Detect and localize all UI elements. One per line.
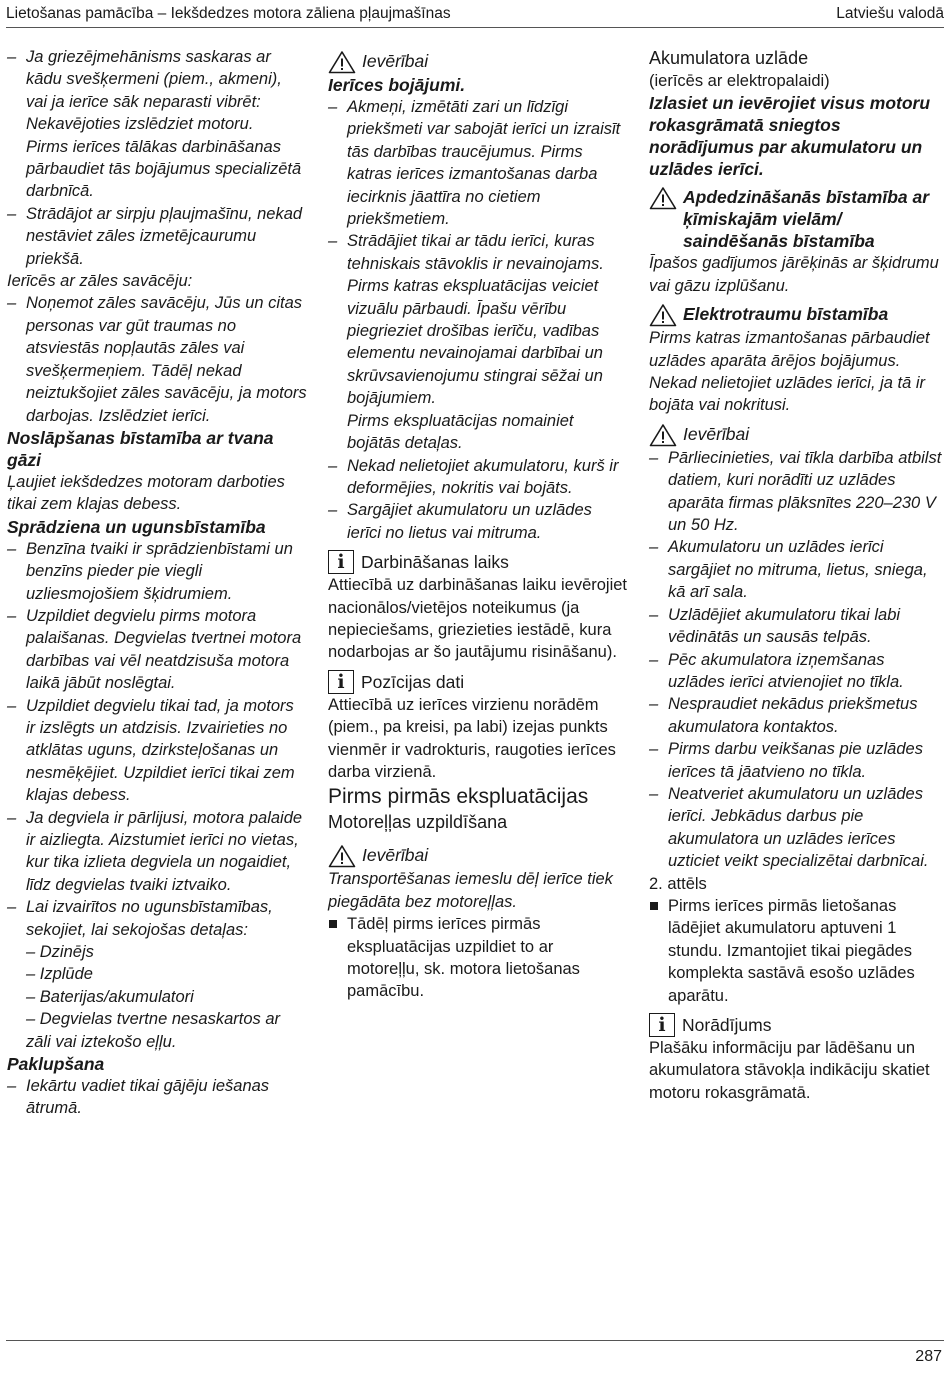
operating-time-heading: i Darbināšanas laiks bbox=[328, 550, 628, 574]
gas-text: Ļaujiet iekšdedzes motoram darboties tikai zem klajas debess. bbox=[7, 472, 285, 514]
list-item: – Ja griezējmehānisms saskaras ar kādu svešķermeni (piem., akmeni), vai ja ierīce sāk neparasti vibrēt: Nekavējoties izslēdziet motoru. bbox=[7, 48, 282, 134]
warning-triangle-icon bbox=[649, 303, 677, 327]
catcher-intro: Ierīcēs ar zāles savācēju: bbox=[7, 272, 193, 291]
burn-warning-heading: Apdedzināšanās bīstamība ar ķīmiskajām vielām/ saindēšanās bīstamība bbox=[649, 186, 945, 252]
page-number: 287 bbox=[915, 1348, 942, 1365]
electric-warning-heading: Elektrotraumu bīstamība bbox=[649, 303, 945, 327]
attention-heading: Ievērībai bbox=[649, 423, 945, 447]
list-item: – Nekad nelietojiet akumulatoru, kurš ir deformējies, nokritis vai bojāts. bbox=[328, 456, 619, 497]
list-item: – Nespraudiet nekādus priekšmetus akumulatora kontaktos. bbox=[649, 695, 918, 736]
attention-heading: Ievērībai bbox=[328, 50, 628, 74]
list-item: – Pirms darbu veikšanas pie uzlādes ierīces tā jāatvieno no tīkla. bbox=[649, 740, 923, 781]
header-title: Lietošanas pamācība – Iekšdedzes motora zāliena pļaujmašīnas bbox=[6, 5, 451, 22]
list-item: – Uzpildiet degvielu tikai tad, ja motors ir izslēgts un atdzisis. Izvairieties no atklātas uguns, dzirksteļošanas un nesmēķējiet. Uzpildiet ierīci tikai zem klajas debess. bbox=[7, 696, 295, 805]
sub-item: – Dzinējs bbox=[26, 943, 94, 962]
slip-heading: Paklupšana bbox=[7, 1054, 105, 1075]
note-text: Plašāku informāciju par lādēšanu un akumulatora stāvokļa indikāciju skatiet motoru rokasgrāmatā. bbox=[649, 1039, 930, 1102]
warning-triangle-icon bbox=[649, 186, 677, 210]
list-item: – Akumulatoru un uzlādes ierīci sargājiet no mitruma, lietus, sniega, kā arī sala. bbox=[649, 538, 928, 602]
list-item: – Strādājiet tikai ar tādu ierīci, kuras tehniskais stāvoklis ir nevainojams. Pirms katras ekspluatācijas veiciet vizuālu pārbaudi. Īpašu vērību piegrieziet drošības ierīču, vadības elementu nevainojamai darbībai un skrūvsavienojumu stingrai sēžai un bojājumiem. bbox=[328, 232, 604, 408]
electric-warning-text: Pirms katras izmantošanas pārbaudiet uzlādes aparāta ārējos bojājumus. Nekad nelietojiet uzlādes ierīci, ja tā ir bojāta vai nokritusi. bbox=[649, 329, 930, 415]
position-heading: i Pozīcijas dati bbox=[328, 670, 628, 694]
list-item: – Noņemot zāles savācēju, Jūs un citas personas var gūt traumas no atsviestās nopļautās zāles vai svešķermeņiem. Tādēļ nekad neiztukšojiet zāles savācēju, ja motors darbojas. Izslēdziet ierīci. bbox=[7, 294, 307, 425]
charging-heading: Akumulatora uzlāde bbox=[649, 48, 809, 68]
damage-heading: Ierīces bojājumi. bbox=[328, 75, 466, 95]
bullet-item: Pirms ierīces pirmās lietošanas lādējiet akumulatoru aptuveni 1 stundu. Izmantojiet tikai piegādes komplekta sastāvā esošo uzlādes aparātu. bbox=[649, 895, 945, 1007]
list-item: – Iekārtu vadiet tikai gājēju iešanas ātrumā. bbox=[7, 1077, 270, 1118]
oil-warning-text: Transportēšanas iemeslu dēļ ierīce tiek piegādāta bez motoreļļas. bbox=[328, 870, 613, 911]
list-item: – Uzpildiet degvielu pirms motora palaišanas. Degvielas tvertnei motora darbības vai vēl neatdzisuša motora laikā jābūt noslēgtai. bbox=[7, 606, 302, 693]
list-item: – Akmeņi, izmētāti zari un līdzīgi priekšmeti var sabojāt ierīci un izraisīt tās darbības traucējumus. Pirms katras ierīces izmantošanas darba iecirknis jāattīra no cietiem priekšmetiem. bbox=[328, 98, 621, 229]
list-item: – Benzīna tvaiki ir sprādzienbīstami un benzīns pieder pie viegli uzliesmojošiem šķidrumiem. bbox=[7, 539, 293, 603]
list-item: – Pārliecinieties, vai tīkla darbība atbilst datiem, kuri norādīti uz uzlādes aparāta firmas plāksnītes 220–230 V un 50 Hz. bbox=[649, 448, 942, 535]
footer-rule bbox=[6, 1340, 944, 1341]
operating-time-text: Attiecībā uz darbināšanas laiku ievērojiet nacionālos/vietējos noteikumus (ja nepieciešams, griezieties iestādē, kura nodarbojas ar šo jautājumu risināšanu). bbox=[328, 576, 628, 662]
figure-reference: 2. attēls bbox=[649, 874, 707, 893]
gas-heading: Noslāpšanas bīstamība ar tvana gāzi bbox=[7, 427, 274, 470]
list-item-continuation: Pirms ekspluatācijas nomainiet bojātās detaļas. bbox=[347, 411, 574, 453]
page-header bbox=[6, 2, 944, 26]
info-icon: i bbox=[328, 550, 354, 574]
attention-heading: Ievērībai bbox=[328, 844, 628, 868]
warning-triangle-icon bbox=[649, 423, 677, 447]
list-item: – Uzlādējiet akumulatoru tikai labi vēdinātās un sausās telpās. bbox=[649, 605, 901, 647]
burn-warning-text: Īpašos gadījumos jārēķinās ar šķidrumu vai gāzu izplūšanu. bbox=[649, 254, 939, 295]
note-heading: i Norādījums bbox=[649, 1013, 945, 1037]
list-item: – Sargājiet akumulatoru un uzlādes ierīci no lietus vai mitruma. bbox=[328, 501, 592, 542]
warning-triangle-icon bbox=[328, 844, 356, 868]
position-text: Attiecībā uz ierīces virzienu norādēm (piem., pa kreisi, pa labi) izejas punkts vienmēr ir vadrokturis, raugoties ierīces darba virzienā. bbox=[328, 695, 616, 781]
list-item: – Ja degviela ir pārlijusi, motora palaide ir aizliegta. Aizstumiet ierīci no vietas, kur tika izlieta degviela un nogaidiet, līdz degvielas tvaiki iztvaiko. bbox=[7, 808, 303, 894]
oil-heading: Motoreļļas uzpildīšana bbox=[328, 812, 508, 833]
bullet-item: Tādēļ pirms ierīces pirmās ekspluatācijas uzpildiet to ar motoreļļu, sk. motora lietošanas pamācību. bbox=[328, 913, 628, 1003]
list-item: – Neatveriet akumulatoru un uzlādes ierīci. Jebkādus darbus pie akumulatora un uzlādes ierīces uzticiet veikt specializētai darbnīcai. bbox=[649, 784, 929, 871]
square-bullet-icon bbox=[650, 902, 658, 910]
sub-item: – Baterijas/akumulatori bbox=[26, 987, 194, 1006]
list-item-continuation: Pirms ierīces tālākas darbināšanas pārbaudiet tās bojājumus specializētā darbnīcā. bbox=[26, 137, 302, 201]
square-bullet-icon bbox=[329, 920, 337, 928]
list-item: – Strādājot ar sirpju pļaujmašīnu, nekad nestāviet zāles izmetējcaurumu priekšā. bbox=[7, 204, 303, 268]
header-language: Latviešu valodā bbox=[836, 5, 944, 22]
charging-intro: Izlasiet un ievērojiet visus motoru rokasgrāmatā sniegtos norādījumus par akumulatoru un uzlādes ierīci. bbox=[649, 93, 931, 180]
sub-item: – Degvielas tvertne nesaskartos ar zāli vai iztekošo eļļu. bbox=[26, 1010, 281, 1051]
column-2 bbox=[328, 46, 628, 1003]
info-icon: i bbox=[328, 670, 354, 694]
warning-triangle-icon bbox=[328, 50, 356, 74]
fire-heading: Sprādziena un ugunsbīstamība bbox=[7, 516, 266, 537]
info-icon: i bbox=[649, 1013, 675, 1037]
section-title: Pirms pirmās ekspluatācijas bbox=[328, 785, 589, 809]
list-item: – Pēc akumulatora izņemšanas uzlādes ierīci atvienojiet no tīkla. bbox=[649, 650, 904, 691]
column-3 bbox=[649, 46, 945, 1104]
sub-item: – Izplūde bbox=[26, 965, 93, 984]
header-rule bbox=[6, 27, 944, 28]
column-1 bbox=[7, 46, 307, 1120]
charging-subtitle: (ierīcēs ar elektropalaidi) bbox=[649, 72, 830, 90]
list-item: – Lai izvairītos no ugunsbīstamības, sekojiet, lai sekojošas detaļas: bbox=[7, 898, 273, 939]
